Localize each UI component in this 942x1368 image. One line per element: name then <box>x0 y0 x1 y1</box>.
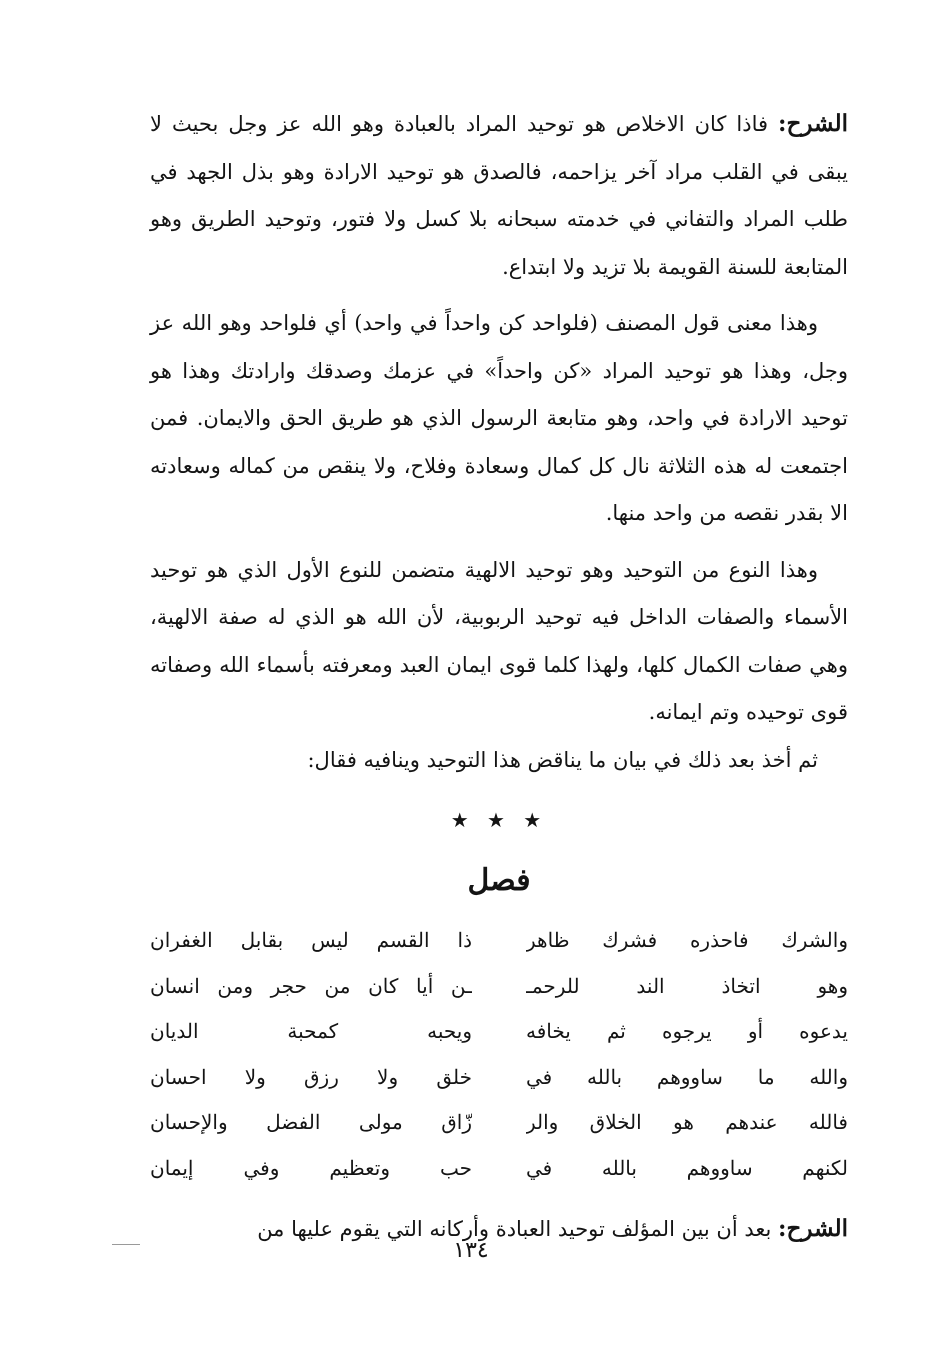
poem-first-hemistich: والله ما ساووهم بالله في <box>526 1064 848 1089</box>
poem-block <box>150 918 848 1191</box>
page-body <box>150 100 848 1254</box>
poem-second-hemistich: زّاق مولى الفضل والإحسان <box>150 1110 472 1134</box>
poem-second-hemistich: ـن أيا كان من حجر ومن انسان <box>150 973 472 998</box>
poem-verse <box>150 964 848 1010</box>
section-title: فصل <box>467 863 531 898</box>
poem-first-hemistich: يدعوه أو يرجوه ثم يخافه <box>526 1019 848 1043</box>
paragraph-3 <box>150 547 848 737</box>
poem-second-hemistich: خلق ولا رزق ولا احسان <box>150 1064 472 1089</box>
poem-second-hemistich: ويحبه كمحبة الديان <box>150 1019 472 1043</box>
poem-verse <box>150 1009 848 1055</box>
poem-second-hemistich: حب وتعظيم وفي إيمان <box>150 1155 472 1180</box>
poem-verse <box>150 1146 848 1192</box>
paragraph-text: بعد أن بين المؤلف توحيد العبادة وأركانه التي يقوم عليها من <box>257 1217 772 1241</box>
poem-first-hemistich: لكنهم ساووهم بالله في <box>526 1155 848 1180</box>
paragraph-2 <box>150 300 848 538</box>
paragraph-text: ثم أخذ بعد ذلك في بيان ما يناقض هذا التوحيد وينافيه فقال: <box>307 747 818 772</box>
poem-second-hemistich: ذا القسم ليس بقابل الغفران <box>150 928 472 952</box>
paragraph-4 <box>150 737 848 785</box>
poem-verse <box>150 918 848 964</box>
paragraph-text: وهذا النوع من التوحيد وهو توحيد الالهية متضمن للنوع الأول الذي هو توحيد الأسماء والصفات الداخل فيه توحيد الربوبية، لأن الله هو الذي له صفة الالهية، وهي صفات الكمال كلها، ولهذا كلما قوى ايمان العبد ومعرفته بأسماء الله وصفاته قوى توحيده وتم ايمانه. <box>150 557 848 724</box>
poem-verse <box>150 1055 848 1101</box>
paragraph-commentary-1 <box>150 100 848 291</box>
commentary-label: الشرح: <box>778 1215 848 1242</box>
poem-first-hemistich: فالله عندهم هو الخلاق والر <box>526 1110 848 1134</box>
paragraph-text: فاذا كان الاخلاص هو توحيد المراد بالعبادة وهو الله عز وجل بحيث لا يبقى في القلب مراد آخر يزاحمه، فالصدق هو توحيد الارادة وهو بذل الجهد في طلب المراد والتفاني في خدمته سبحانه بلا كسل ولا فتور، وتوحيد الطريق وهو المتابعة للسنة القويمة بلا تزيد ولا ابتداع. <box>150 112 848 279</box>
commentary-label: الشرح: <box>778 110 848 137</box>
poem-first-hemistich: وهو اتخاذ الند للرحمـ <box>526 973 848 998</box>
paragraph-text: وهذا معنى قول المصنف (فلواحد كن واحداً في واحد) أي فلواحد وهو الله عز وجل، وهذا هو توحيد المراد «كن واحداً» في عزمك وصدقك وارادتك وهذا هو توحيد الارادة في واحد، وهو متابعة الرسول الذي هو طريق الحق والايمان. فمن اجتمعت له هذه الثلاثة نال كل كمال وسعادة وفلاح، ولا ينقص من كماله وسعادته الا بقدر نقصه من واحد منها. <box>150 311 848 525</box>
section-separator: ★ ★ ★ <box>450 808 548 832</box>
page-number: ١٣٤ <box>453 1238 489 1263</box>
poem-first-hemistich: والشرك فاحذره فشرك ظاهر <box>526 928 848 952</box>
poem-verse <box>150 1100 848 1146</box>
